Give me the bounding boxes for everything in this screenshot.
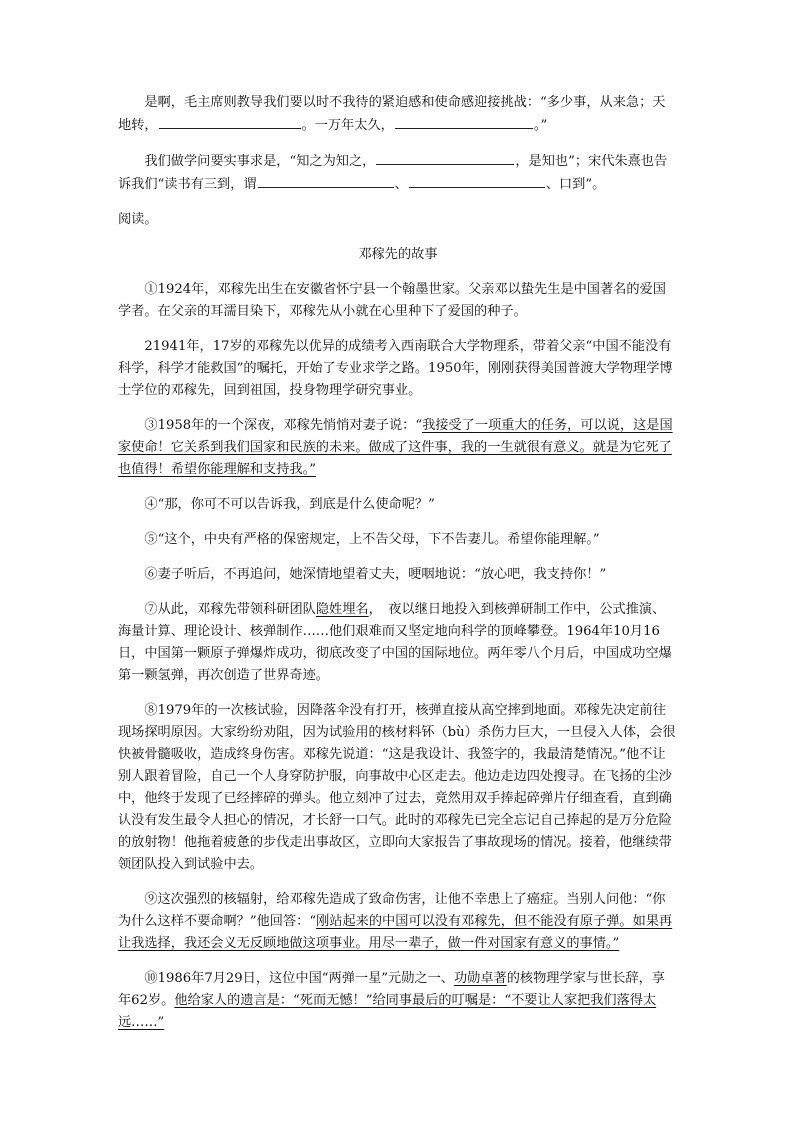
article-paragraph-10 xyxy=(118,968,678,1034)
underlined-sentence: 他给家人的遗言是：“死而无憾！”给同事最后的叮嘱是：“不要让人家把我们落得太远……” xyxy=(118,993,657,1030)
paragraph-text: 的核物理学家与世长辞，享年62岁。 xyxy=(118,971,665,1008)
article-paragraph-2: 21941年，17岁的邓稼先以优异的成绩考入西南联合大学物理系，带着父亲“中国不能没有科学，科学才能救国”的嘱托，开始了专业求学之路。1950年，刚刚获得美国普渡大学物理学博士学位的邓稼先，回到祖国，投身物理学研究事业。 xyxy=(118,339,673,398)
quote-text: 我们做学问要实事求是，“知之为知之， xyxy=(144,154,376,169)
quote-text: 、口到”。 xyxy=(545,177,606,192)
article-paragraph-4: ④“那，你可不可以告诉我，到底是什么使命呢？” xyxy=(144,497,435,512)
article-paragraph-3 xyxy=(118,415,678,481)
quote-text: 、 xyxy=(394,177,408,192)
article-paragraph-6: ⑥妻子听后，不再追问，她深情地望着丈夫，哽咽地说：“放心吧，我支持你！” xyxy=(144,567,607,582)
paragraph-text: ⑨这次强烈的核辐射，给邓稼先造成了致命伤害，让他不幸患上了癌症。当别人问他：“你为什么这样不要命啊？”他回答：“ xyxy=(118,892,666,929)
article-paragraph-1: ①1924年，邓稼先出生在安徽省怀宁县一个翰墨世家。父亲邓以蛰先生是中国著名的爱国学者。在父亲的耳濡目染下，邓稼先从小就在心里种下了爱国的种子。 xyxy=(118,282,666,319)
paragraph-text: ， 夜以继日地投入到核弹研制工作中，公式推演、海量计算、理论设计、核弹制作……他们艰难而又坚定地向科学的顶峰攀登。1964年10月16日，中国第一颗原子弹爆炸成功，彻底改变了中国的国际地位。两年零八个月后，中国成功空爆第一颗氢弹，再次创造了世界奇迹。 xyxy=(118,602,672,683)
underlined-word: 隐姓埋名 xyxy=(315,602,369,617)
underlined-sentence: 我接受了一项重大的任务，可以说，这是国家使命！它关系到我们国家和民族的未来。做成了这件事，我的一生就很有意义。就是为它死了也值得！希望你能理解和支持我。” xyxy=(118,418,673,477)
quote-text: ，是知也”；宋代朱熹也告诉我们“读书有三到，谓 xyxy=(118,154,668,192)
article-paragraph-5: ⑤“这个，中央有严格的保密规定，上不告父母，下不告妻儿。希望你能理解。” xyxy=(144,532,600,547)
fill-blank[interactable] xyxy=(258,173,394,188)
document-page xyxy=(118,92,678,1047)
underlined-word: 功勋卓著 xyxy=(453,971,507,986)
quote-paragraph-1 xyxy=(118,92,678,137)
article-paragraph-8: ⑧1979年的一次核试验，因降落伞没有打开，核弹直接从高空摔到地面。邓稼先决定前往现场探明原因。大家纷纷劝阻，因为试验用的核材料钚（bù）杀伤力巨大，一旦侵入人体，会很快被骨髓吸收，造成终身伤害。邓稼先说道：“这是我设计、我签字的，我最清楚情况。”他不让别人跟着冒险，自己一个人身穿防护服，向事故中心区走去。他边走边四处搜寻。在飞扬的尘沙中，他终于发现了已经摔碎的弹头。他立刻冲了过去，竟然用双手捧起碎弹片仔细查看，直到确认没有发生最令人担心的情况，才长舒一口气。此时的邓稼先已完全忘记自己捧起的是万分危险的放射物！他拖着疲惫的步伐走出事故区，立即向大家报告了事故现场的情况。接着，他继续带领团队投入到试验中去。 xyxy=(118,703,676,872)
quote-paragraph-2 xyxy=(118,150,678,196)
paragraph-text: ⑩1986年7月29日，这位中国“两弹一星”元勋之一、 xyxy=(144,971,454,986)
article-title: 邓稼先的故事 xyxy=(358,247,438,262)
fill-blank[interactable] xyxy=(376,150,514,165)
quote-text: 。” xyxy=(533,118,548,133)
article-paragraph-7 xyxy=(118,599,678,687)
quote-text: 。一万年太久， xyxy=(301,118,394,133)
paragraph-text: ③1958年的一个深夜，邓稼先悄悄对妻子说：“ xyxy=(144,418,423,433)
underlined-sentence: 刚站起来的中国可以没有邓稼先，但不能没有原子弹。如果再让我选择，我还会义无反顾地做这项事业。用尽一辈子，做一件对国家有意义的事情。” xyxy=(118,914,673,951)
quote-text: 是啊，毛主席则教导我们要以时不我待的紧迫感和使命感迎接挑战：“多少事，从来急；天地转， xyxy=(118,95,666,133)
fill-blank[interactable] xyxy=(159,114,301,129)
fill-blank[interactable] xyxy=(395,114,533,129)
article-paragraph-9 xyxy=(118,889,678,955)
fill-blank[interactable] xyxy=(409,173,545,188)
paragraph-text: ⑦从此，邓稼先带领科研团队 xyxy=(144,602,316,617)
reading-label: 阅读。 xyxy=(118,212,158,227)
